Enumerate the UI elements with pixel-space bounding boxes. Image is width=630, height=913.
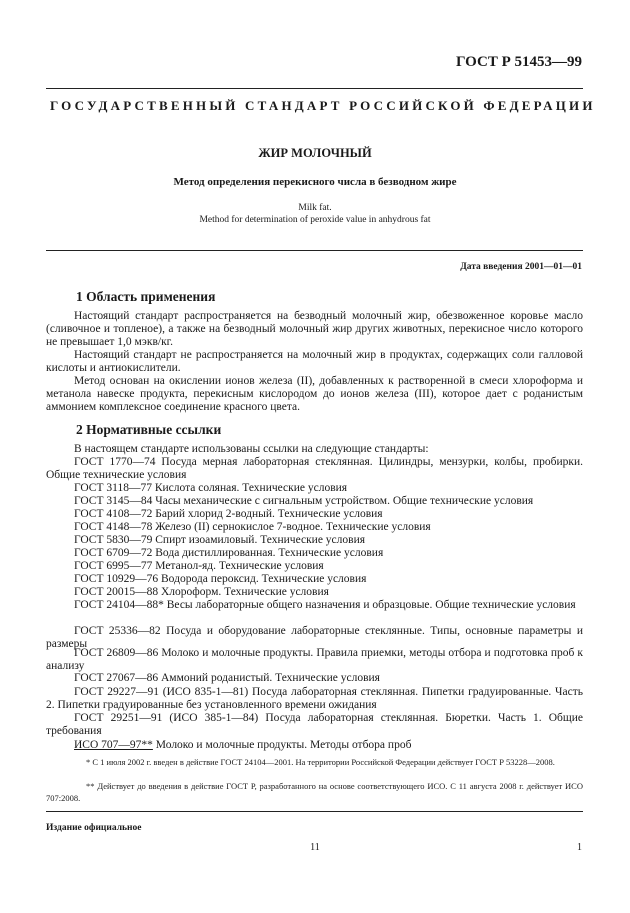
reference-item: ГОСТ 29227—91 (ИСО 835-1—81) Посуда лабораторная стеклянная. Пипетки градуированные. Часть 2. Пипетки градуированные без установленного времени ожидания [46,686,583,712]
footnote-2: ** Действует до введения в действие ГОСТ Р, разработанного на основе соответствующего ИСО. С 11 августа 2008 г. действует ИСО 707:2008. [46,781,583,803]
reference-item: ГОСТ 20015—88 Хлороформ. Технические условия [74,586,329,598]
reference-item: ГОСТ 1770—74 Посуда мерная лабораторная стеклянная. Цилиндры, мензурки, колбы, пробирки. Общие технические условия [46,456,583,482]
reference-item: ГОСТ 3145—84 Часы механические с сигнальным устройством. Общие технические условия [74,495,534,507]
section-1-heading: 1 Область применения [76,289,216,304]
sheet-number: 1 [577,842,582,853]
reference-item: ГОСТ 5830—79 Спирт изоамиловый. Технические условия [74,534,366,546]
footnote-1: * С 1 июля 2002 г. введен в действие ГОСТ 24104—2001. На территории Российской Федерации действует ГОСТ Р 53228—2008. [86,757,555,767]
page-number: 11 [310,842,320,853]
state-standard-title: ГОСУДАРСТВЕННЫЙ СТАНДАРТ РОССИЙСКОЙ ФЕДЕРАЦИИ [50,98,596,113]
reference-item: ГОСТ 4148—78 Железо (II) сернокислое 7-водное. Технические условия [74,521,431,533]
footer-rule [46,811,583,812]
english-title-line2: Method for determination of peroxide value in anhydrous fat [199,215,431,225]
document-title: ЖИР МОЛОЧНЫЙ [258,146,372,160]
section-1-paragraph-2: Настоящий стандарт не распространяется на молочный жир в продуктах, содержащих соли галловой кислоты и антиокислители. [46,349,583,375]
standard-code: ГОСТ Р 51453—99 [455,54,582,70]
reference-item: ГОСТ 3118—77 Кислота соляная. Технические условия [74,482,348,494]
reference-item: ГОСТ 4108—72 Барий хлорид 2-водный. Технические условия [74,508,383,520]
introduction-date: Дата введения 2001—01—01 [460,262,582,272]
reference-item: ГОСТ 6709—72 Вода дистиллированная. Технические условия [74,547,384,559]
english-title [0,202,630,226]
header-rule [46,88,583,89]
english-title-line1: Milk fat. [298,203,332,213]
iso-title: Молоко и молочные продукты. Методы отбора проб [152,739,412,751]
reference-item: ГОСТ 6995—77 Метанол-яд. Технические условия [74,560,324,572]
iso-code: ИСО 707—97** [74,739,153,751]
reference-item: ГОСТ 25336—82 Посуда и оборудование лабораторные стеклянные. Типы, основные параметры и размеры [46,625,583,651]
reference-item: ГОСТ 27067—86 Аммоний роданистый. Технические условия [74,672,380,684]
reference-item: ГОСТ 24104—88* Весы лабораторные общего назначения и образцовые. Общие технические условия [74,599,576,611]
official-edition: Издание официальное [46,823,142,833]
reference-item: ГОСТ 26809—86 Молоко и молочные продукты. Правила приемки, методы отбора и подготовка проб к анализу [46,647,583,673]
reference-item-iso [74,739,583,752]
section-1-paragraph-1: Настоящий стандарт распространяется на безводный молочный жир, обезвоженное коровье масло (сливочное и топленое), а также на безводный молочный жир других животных, перекисное число которого не превышает 1,0 мэкв/кг. [46,310,583,349]
document-subtitle: Метод определения перекисного числа в безводном жире [173,176,457,188]
reference-item: ГОСТ 10929—76 Водорода пероксид. Технические условия [74,573,367,585]
reference-item: ГОСТ 29251—91 (ИСО 385-1—84) Посуда лабораторная стеклянная. Бюретки. Часть 1. Общие требования [46,712,583,738]
references-intro: В настоящем стандарте использованы ссылки на следующие стандарты: [74,443,429,455]
section-2-heading: 2 Нормативные ссылки [76,422,222,437]
title-rule [46,250,583,251]
section-1-paragraph-3: Метод основан на окислении ионов железа (II), добавленных к растворенной в смеси хлороформа и метанола навеске продукта, перекисным кислородом до ионов железа (III), которое дает с роданистым аммонием комплексное соединение красного цвета. [46,375,583,414]
